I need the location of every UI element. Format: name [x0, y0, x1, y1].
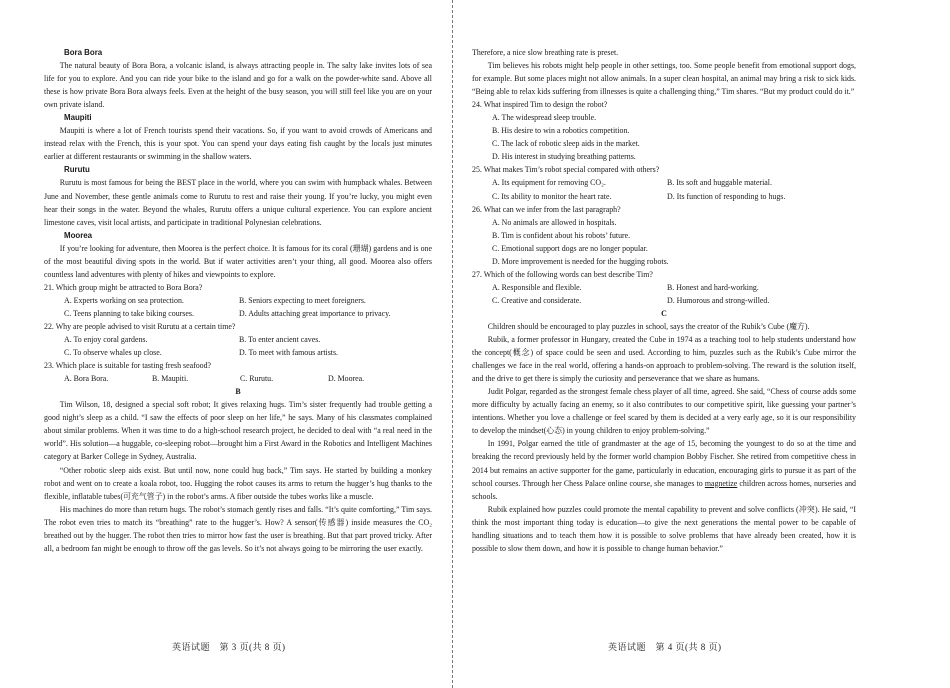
- options-22-row1: [44, 333, 432, 346]
- footer-page-4: 英语试题 第 4 页(共 8 页): [608, 642, 722, 652]
- paragraph-bora-bora: The natural beauty of Bora Bora, a volcanic island, is always attracting people in. The salty lake invites lots of sea life for you to explore. And you can ride your bike to the island and go for a walk on the powder-white sand. Above all these is how private Bora Bora always feels. Even at the height of the busy season, you will still feel like you are on your own private island.: [44, 61, 432, 110]
- paragraph-c2: Rubik, a former professor in Hungary, created the Cube in 1974 as a teaching tool to help students understand how the concept(概念) of space could be seen and used. According to him, puzzles such as the Rubik’s Cube mirror the challenges we face in the real world, offering a hands-on approach to problem-solving. The reward is the solution itself, and the drive to get there is simply the curiosity and perseverance that we share as humans.: [472, 335, 856, 384]
- heading-rurutu: Rurutu: [64, 165, 90, 175]
- option-23b: B. Maupiti.: [152, 374, 189, 384]
- option-23d: D. Moorea.: [328, 374, 365, 384]
- option-26a: A. No animals are allowed in hospitals.: [492, 217, 617, 227]
- option-25b: B. Its soft and huggable material.: [667, 178, 772, 188]
- paragraph-b3: His machines do more than return hugs. The robot’s stomach gently rises and falls. “It’s quite comforting,” Tim says. The robot even tries to match its “breathing” rate to the hugger’s. How? A sensor(传感器) inside measures the CO₂ breathed out by the hugger. The robot then tries to mirror how fast the user is breathing. But that part proved tricky. After all, a bedroom fan might be enough to throw off the gas levels. So it’s not always going to be mirroring the user exactly.: [44, 504, 432, 553]
- paragraph-c5: Rubik explained how puzzles could promote the mental capability to prevent and solve conflicts (冲突). He said, “I think the most important thing today is education—to give the next generations the mental power to be capable of handling situations and to teach them how it is possible to solve problems that have already been created, how it is possible to slow them down, and how it is possible to change human behavior.”: [472, 504, 856, 553]
- option-27c: C. Creative and considerate.: [492, 295, 582, 305]
- heading-bora-bora: Bora Bora: [64, 48, 103, 57]
- option-25d: D. Its function of responding to hugs.: [667, 191, 786, 201]
- option-24c: C. The lack of robotic sleep aids in the market.: [492, 139, 640, 149]
- option-22d: D. To meet with famous artists.: [239, 348, 339, 358]
- option-26c: C. Emotional support dogs are no longer popular.: [492, 243, 648, 253]
- option-27a: A. Responsible and flexible.: [492, 282, 582, 292]
- option-21c: C. Teens planning to take biking courses.: [64, 308, 194, 318]
- paragraph-moorea: If you’re looking for adventure, then Moorea is the perfect choice. It is famous for its coral (珊瑚) gardens and is one of the most beautiful diving spots in the world. But if water activities aren’t your thing, all good. Moorea also offers countless land adventures with plenty of hikes and viewpoints to explore.: [44, 243, 432, 279]
- question-26: 26. What can we infer from the last paragraph?: [472, 204, 621, 214]
- option-26d: D. More improvement is needed for the hugging robots.: [492, 256, 669, 266]
- option-24b: B. His desire to win a robotics competition.: [492, 126, 630, 136]
- question-25: 25. What makes Tim’s robot special compared with others?: [472, 165, 660, 175]
- options-27-row2: [472, 294, 856, 307]
- paragraph-b2: “Other robotic sleep aids exist. But until now, none could hug back,” Tim says. He started by building a monkey robot and went on to create a koala robot, too. Hugging the robot causes its arms to return the hugger’s hug thanks to the flexible, inflatable tubes(可充气管子) in the robot’s arms. A fiber outside the tubes works like a muscle.: [44, 465, 432, 501]
- paragraph-rurutu: Rurutu is most famous for being the BEST place in the world, where you can swim with humpback whales. Between June and November, these gentle animals come to Rurutu to rest and raise their young. If you’re lucky, you might even hear their songs in the water. Beyond the whales, Rurutu offers a unique cultural experience. You can explore ancient limestone caves, visit local artists, and participate in traditional Polynesian celebrations.: [44, 178, 432, 227]
- heading-moorea: Moorea: [64, 230, 93, 240]
- option-24d: D. His interest in studying breathing patterns.: [492, 152, 636, 162]
- left-page: [44, 46, 432, 555]
- paragraph-c4: [472, 437, 856, 502]
- question-27: 27. Which of the following words can best describe Tim?: [472, 269, 653, 279]
- options-22-row2: [44, 346, 432, 359]
- paragraph-b1: Tim Wilson, 18, designed a special soft robot; It gives relaxing hugs. Tim’s sister frequently had trouble getting a good night’s sleep as a child. “I saw the effects of poor sleep on her life,” he says. Many of his classmates complained about similar problems. When it was time to do a high-school research project, he decided to deal with “a real need in the world”. His solution—a huggable, co-sleeping robot—brought him a First Award in the Robotics and Intelligent Machines category at Barker College in Sydney, Australia.: [44, 400, 432, 462]
- option-24a: A. The widespread sleep trouble.: [492, 113, 597, 123]
- options-21-row2: [44, 307, 432, 320]
- question-23: 23. Which place is suitable for tasting fresh seafood?: [44, 361, 212, 371]
- section-b-label: B: [235, 387, 241, 397]
- option-23a: A. Bora Bora.: [64, 374, 109, 384]
- option-21b: B. Seniors expecting to meet foreigners.: [239, 295, 366, 305]
- paragraph-c1: Children should be encouraged to play puzzles in school, says the creator of the Rubik’s Cube (魔方).: [487, 321, 810, 331]
- options-23-row: [44, 372, 432, 385]
- paragraph-c4-text-b: children across homes, nurseries and schools.: [472, 478, 856, 501]
- paragraph-maupiti: Maupiti is where a lot of French tourists spend their vacations. So, if you want to avoid crowds of Americans and instead relax with the French, this is your spot. You can spend your days eating fish caught by the locals just minutes earlier at different restaurants or swimming in the shallow waters.: [44, 126, 432, 162]
- heading-maupiti: Maupiti: [64, 113, 92, 123]
- paragraph-b4: Tim believes his robots might help people in other settings, too. Some people benefit from emotional support dogs, for example. But some places might not allow animals. In a super clean hospital, an animal may bring a risk to sick kids. “Being able to relax kids suffering from illnesses is quite a challenging thing,” Tim shares. “But my product could do it.”: [472, 61, 856, 97]
- footer-page-3: 英语试题 第 3 页(共 8 页): [172, 642, 286, 652]
- paragraph-b3-continued: Therefore, a nice slow breathing rate is preset.: [472, 48, 619, 57]
- option-22c: C. To observe whales up close.: [64, 348, 162, 358]
- underlined-word-magnetize: magnetize: [704, 478, 738, 488]
- option-22a: A. To enjoy coral gardens.: [64, 335, 148, 345]
- question-24: 24. What inspired Tim to design the robot?: [472, 100, 608, 110]
- section-c-label: C: [661, 308, 667, 318]
- paragraph-c4-text-a: In 1991, Polgar earned the title of grandmaster at the age of 15, becoming the youngest to do so at the time and breaking the record previously held by the former world champion Bobby Fischer. She retired from competitive chess in 2014 but remains an active supporter for the game, particularly in education, encouraging girls to pursue it as part of the school courses. Through her Chess Palace online course, she manages to: [472, 439, 856, 488]
- option-25a: A. Its equipment for removing CO₂.: [492, 178, 606, 188]
- options-27-row1: [472, 281, 856, 294]
- question-21: 21. Which group might be attracted to Bora Bora?: [44, 282, 203, 292]
- options-25-row2: [472, 190, 856, 203]
- option-26b: B. Tim is confident about his robots’ future.: [492, 230, 631, 240]
- question-22: 22. Why are people advised to visit Rurutu at a certain time?: [44, 321, 236, 331]
- paragraph-c3: Judit Polgar, regarded as the strongest female chess player of all time, agreed. She said, “Chess of course adds some more difficulty by actually facing an enemy, so it also contributes to our competitive spirit, like guessing your partner’s intentions. Whether you love a challenge or feel scared by them is decided at a very early age, so it is our responsibility to develop the mindset(心态) in young children to enjoy problem-solving.”: [472, 387, 856, 436]
- option-21d: D. Adults attaching great importance to privacy.: [239, 308, 391, 318]
- option-25c: C. Its ability to monitor the heart rate.: [492, 191, 612, 201]
- options-21-row1: [44, 294, 432, 307]
- options-25-row1: [472, 176, 856, 189]
- right-page: [472, 46, 856, 555]
- option-27b: B. Honest and hard-working.: [667, 282, 759, 292]
- option-23c: C. Rurutu.: [240, 374, 274, 384]
- option-27d: D. Humorous and strong-willed.: [667, 295, 770, 305]
- option-21a: A. Experts working on sea protection.: [64, 295, 184, 305]
- option-22b: B. To enter ancient caves.: [239, 335, 321, 345]
- page-divider: [452, 0, 453, 688]
